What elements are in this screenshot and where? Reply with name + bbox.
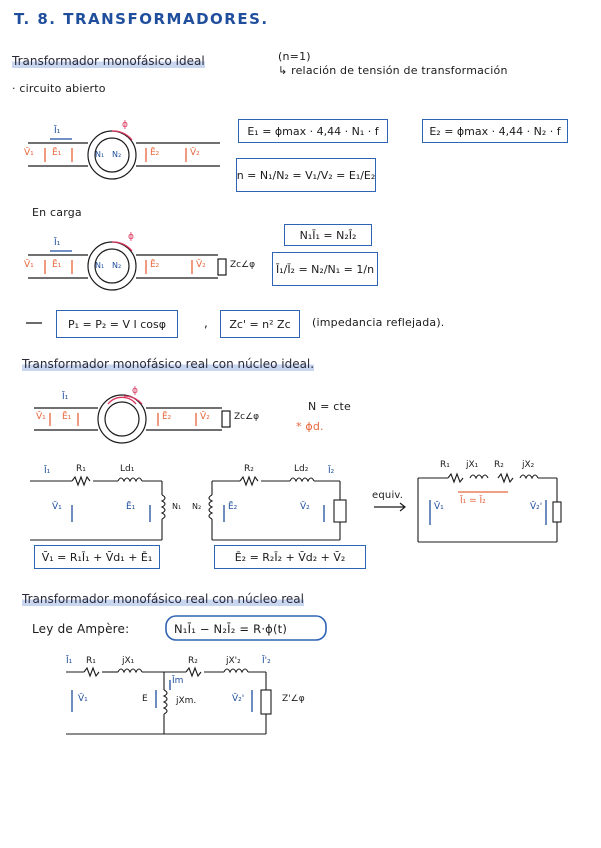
label-R2-s3: R₂ (188, 656, 198, 666)
label-V1-eq: V̄₁ (52, 502, 62, 512)
label-N1: N₁ (95, 150, 105, 159)
label-V2p-s3: V̄₂' (232, 694, 245, 704)
label-jX1-equiv: jX₁ (466, 460, 479, 470)
ampere-law-label: Ley de Ampère: (32, 622, 130, 636)
page-title: T. 8. TRANSFORMADORES. (14, 10, 269, 28)
label-V2p-equiv: V̄₂' (530, 502, 543, 512)
label-jX2p-s3: jX'₂ (226, 656, 241, 666)
label-I1-equals-I2: Ī₁ = Ī₂ (460, 496, 486, 506)
label-R1: R₁ (76, 464, 86, 474)
equation-E2-real: Ē₂ = R₂Ī₂ + V̄d₂ + V̄₂ (214, 545, 366, 569)
label-R1-equiv: R₁ (440, 460, 450, 470)
section1-heading: Transformador monofásico ideal (12, 54, 205, 68)
label-E2-eq: Ē₂ (228, 502, 238, 512)
label-E2-s2: Ē₂ (162, 412, 172, 422)
note-relation: ↳ relación de tensión de transformación (278, 64, 508, 77)
phi-d-note: * ϕd. (296, 420, 324, 433)
label-V2-eq: V̄₂ (300, 502, 310, 512)
label-V1-s2: V̄₁ (36, 412, 46, 422)
label-V1-equiv: V̄₁ (434, 502, 444, 512)
label-E-s3: E (142, 694, 148, 704)
label-Ld2: Ld₂ (294, 464, 309, 474)
label-N2-load: N₂ (112, 261, 122, 270)
label-E1-eq: Ē₁ (126, 502, 136, 512)
label-I1-s2: Ī₁ (62, 392, 69, 402)
impedance-note: (impedancia reflejada). (312, 316, 445, 329)
N-constant: N = cte (308, 400, 351, 413)
label-N1-load: N₁ (95, 261, 105, 270)
label-I2-eq: Ī₂ (328, 466, 335, 476)
label-phi-load: ϕ (128, 232, 134, 242)
label-I1-s3: Ī₁ (66, 656, 73, 666)
ampere-law-equation: N₁Ī₁ − N₂Ī₂ = R·ϕ(t) (174, 622, 288, 636)
section2-heading: Transformador monofásico real con núcleo ideal. (22, 357, 315, 371)
label-Im-s3: Īm (172, 676, 184, 686)
label-zc: Zc∠φ (230, 260, 256, 270)
label-E1-load: Ē₁ (52, 260, 62, 270)
label-N1-eq: N₁ (172, 502, 182, 511)
open-circuit-subheading: · circuito abierto (12, 82, 106, 95)
label-R2: R₂ (244, 464, 254, 474)
label-N2-eq: N₂ (192, 502, 202, 511)
equation-zc: Zc' = n² Zc (220, 310, 300, 338)
label-I1-load: Ī₁ (54, 238, 61, 248)
label-I1-eq: Ī₁ (44, 466, 51, 476)
label-V1-s3: V̄₁ (78, 694, 88, 704)
label-E2: Ē₂ (150, 148, 160, 158)
label-jXm-s3: jXm. (176, 696, 197, 706)
label-Ld1: Ld₁ (120, 464, 135, 474)
equation-ratio: Ī₁/Ī₂ = N₂/N₁ = 1/n (272, 252, 378, 286)
label-E1: Ē₁ (52, 148, 62, 158)
label-V2: V̄₂ (190, 148, 200, 158)
equivalent-label: equiv. (372, 490, 404, 501)
label-R2-equiv: R₂ (494, 460, 504, 470)
label-V2-s2: V̄₂ (200, 412, 210, 422)
label-V1: V̄₁ (24, 148, 34, 158)
note-n: (n=1) (278, 50, 311, 63)
section3-heading: Transformador monofásico real con núcleo real (22, 592, 304, 606)
label-phi-s2: ϕ (132, 386, 138, 396)
label-E1-s2: Ē₁ (62, 412, 72, 422)
label-phi: ϕ (122, 120, 128, 130)
label-jX2-equiv: jX₂ (522, 460, 535, 470)
equation-power: P₁ = P₂ = V I cosφ (56, 310, 178, 338)
label-I2p-s3: Ī'₂ (262, 656, 271, 666)
label-V1-load: V̄₁ (24, 260, 34, 270)
equation-E2: E₂ = ϕmax · 4,44 · N₂ · f (422, 119, 568, 143)
label-V2-load: V̄₂ (196, 260, 206, 270)
equation-NI: N₁Ī₁ = N₂Ī₂ (284, 224, 372, 246)
label-jX1-s3: jX₁ (122, 656, 135, 666)
separator-comma: , (204, 316, 209, 330)
label-I1: Ī₁ (54, 126, 61, 136)
label-Zp-s3: Z'∠φ (282, 694, 305, 704)
equation-V1: V̄₁ = R₁Ī₁ + V̄d₁ + Ē₁ (34, 545, 160, 569)
label-E2-load: Ē₂ (150, 260, 160, 270)
equation-E1: E₁ = ϕmax · 4,44 · N₁ · f (238, 119, 388, 143)
on-load-subheading: En carga (32, 206, 82, 219)
equation-n: n = N₁/N₂ = V₁/V₂ = E₁/E₂ (236, 158, 376, 192)
label-N2: N₂ (112, 150, 122, 159)
label-zc-s2: Zc∠φ (234, 412, 260, 422)
label-R1-s3: R₁ (86, 656, 96, 666)
